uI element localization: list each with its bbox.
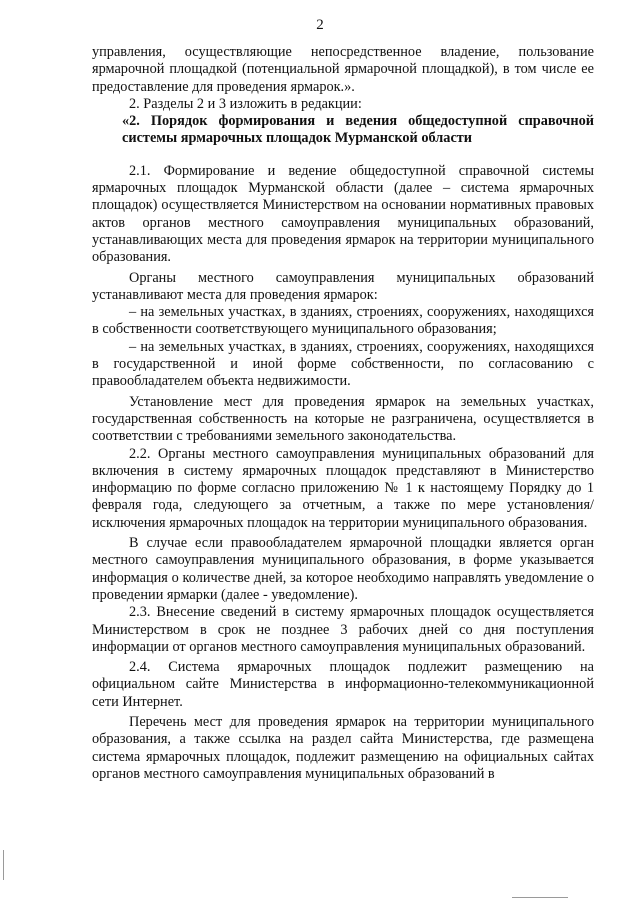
- paragraph-2-4: 2.4. Система ярмарочных площадок подлежит размещению на официальном сайте Министерства в информационно-телекоммуникационной сети Интернет.: [92, 659, 594, 710]
- paragraph-land-plots: Установление мест для проведения ярмарок на земельных участках, государственная собственность на которые не разграничена, осуществляется в соответствии с требованиями земельного законодательства.: [92, 393, 594, 445]
- paragraph-local-authorities: Органы местного самоуправления муниципальных образований устанавливают места для проведения ярмарок:: [92, 269, 594, 303]
- paragraph-2-3: 2.3. Внесение сведений в систему ярмарочных площадок осуществляется Министерством в срок не позднее 3 рабочих дней со дня поступления информации от органов местного самоуправления муниципальных образований.: [92, 604, 594, 655]
- paragraph-list-of-places: Перечень мест для проведения ярмарок на территории муниципального образования, а также ссылка на раздел сайта Министерства, где размещена система ярмарочных площадок, подлежит размещению на официальных сайтах органов местного самоуправления муниципальных образований в: [92, 713, 594, 782]
- paragraph-sections-amend: 2. Разделы 2 и 3 изложить в редакции:: [129, 95, 362, 112]
- paragraph-2-2: 2.2. Органы местного самоуправления муниципальных образований для включения в систему ярмарочных площадок представляют в Министерство информацию по форме согласно приложению № 1 к настоящему Порядку до 1 февраля года, следующего за отчетным, а также по мере установления/исключения ярмарочных площадок на территории муниципального образования.: [92, 445, 594, 531]
- paragraph-owner-case: В случае если правообладателем ярмарочной площадки является орган местного самоуправления муниципального образования, в форме указывается информация о количестве дней, за которое необходимо направлять уведомление о проведении ярмарки (далее - уведомление).: [92, 535, 594, 603]
- document-body: [92, 44, 594, 783]
- paragraph-2-1: 2.1. Формирование и ведение общедоступной справочной системы ярмарочных площадок Мурманской области (далее – система ярмарочных площадок) осуществляется Министерством на основании нормативных правовых актов органов местного самоуправления муниципальных образований, устанавливающих места для проведения ярмарок на территории муниципального образования.: [92, 162, 594, 266]
- scan-edge-mark: [3, 850, 4, 880]
- section-heading: «2. Порядок формирования и ведения общедоступной справочной системы ярмарочных площадок Мурманской области: [122, 113, 594, 147]
- page-number: 2: [316, 17, 324, 33]
- scan-bottom-mark: [512, 897, 568, 898]
- list-item-state-property: – на земельных участках, в зданиях, строениях, сооружениях, находящихся в государственной и иной форме собственности, по согласованию с правообладателем объекта недвижимости.: [92, 338, 594, 390]
- paragraph-continuation: управления, осуществляющие непосредственное владение, пользование ярмарочной площадкой (потенциальной ярмарочной площадкой), в том числе ее предоставление для проведения ярмарок.».: [92, 44, 594, 95]
- list-item-municipal-property: – на земельных участках, в зданиях, строениях, сооружениях, находящихся в собственности соответствующего муниципального образования;: [92, 304, 594, 338]
- spacer: [92, 148, 594, 163]
